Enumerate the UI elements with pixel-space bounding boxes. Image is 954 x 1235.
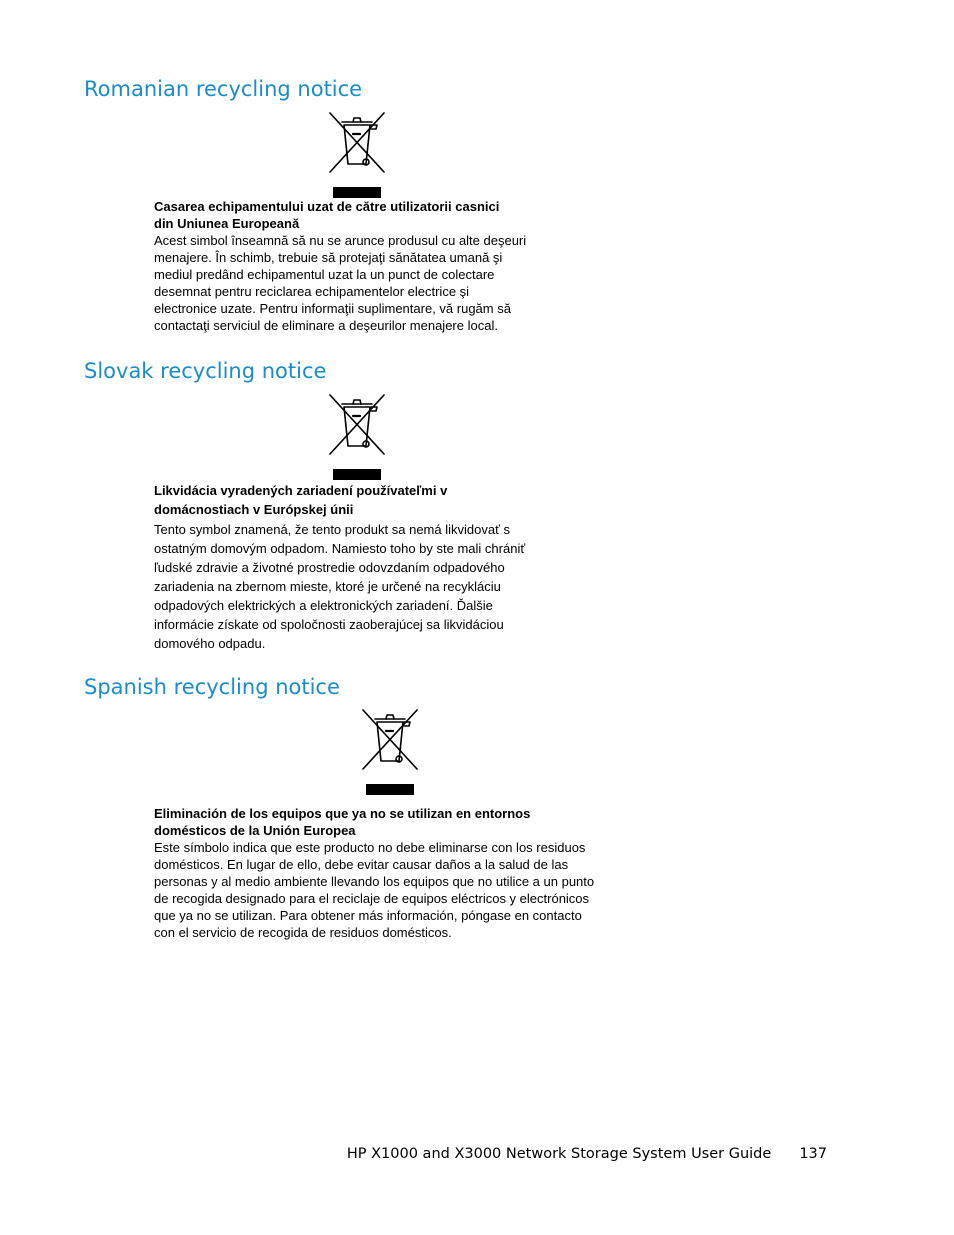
notice-text-romanian — [154, 198, 526, 334]
notice-body: Acest simbol înseamnă să nu se arunce produsul cu alte deşeuri menajere. În schimb, trebuie să protejaţi sănătatea umană şi mediul predând echipamentul uzat la un punct de colectare desemnat pentru reciclarea echipamentelor electrice şi electronice uzate. Pentru informaţii suplimentare, vă rugăm să contactaţi serviciul de eliminare a deşeurilor menajere local. — [154, 233, 527, 333]
notice-title: Eliminación de los equipos que ya no se utilizan en entornos domésticos de la Unión Europea — [154, 806, 531, 838]
page-footer — [300, 1144, 827, 1164]
section-heading-romanian: Romanian recycling notice — [84, 77, 363, 101]
notice-text-spanish — [154, 805, 594, 941]
crossed-out-wheelie-bin-icon — [327, 110, 387, 200]
notice-title: Likvidácia vyradených zariadení používateľmi v domácnostiach v Európskej únii — [154, 483, 448, 517]
section-heading-spanish: Spanish recycling notice — [84, 675, 340, 699]
crossed-out-wheelie-bin-icon — [360, 707, 420, 797]
page-number: 137 — [799, 1146, 827, 1162]
section-heading-slovak: Slovak recycling notice — [84, 359, 327, 383]
crossed-out-wheelie-bin-icon — [327, 392, 387, 482]
notice-text-slovak — [154, 481, 525, 653]
notice-body: Tento symbol znamená, že tento produkt sa nemá likvidovať s ostatným domovým odpadom. Namiesto toho by ste mali chrániť ľudské zdravie a životné prostredie odovzdaním odpadového zariadenia na zbernom mieste, ktoré je určené na recykláciu odpadových elektrických a elektronických zariadení. Ďalšie informácie získate od spoločnosti zaoberajúcej sa likvidáciou domového odpadu. — [154, 522, 526, 651]
notice-title: Casarea echipamentului uzat de către utilizatorii casnici din Uniunea Europeană — [154, 199, 500, 231]
footer-guide-title: HP X1000 and X3000 Network Storage System User Guide — [346, 1146, 772, 1162]
notice-body: Este símbolo indica que este producto no debe eliminarse con los residuos domésticos. En lugar de ello, debe evitar causar daños a la salud de las personas y al medio ambiente llevando los equipos que no utilice a un punto de recogida designado para el reciclaje de equipos eléctricos y electrónicos que ya no se utilizan. Para obtener más información, póngase en contacto con el servicio de recogida de residuos domésticos. — [154, 840, 595, 940]
